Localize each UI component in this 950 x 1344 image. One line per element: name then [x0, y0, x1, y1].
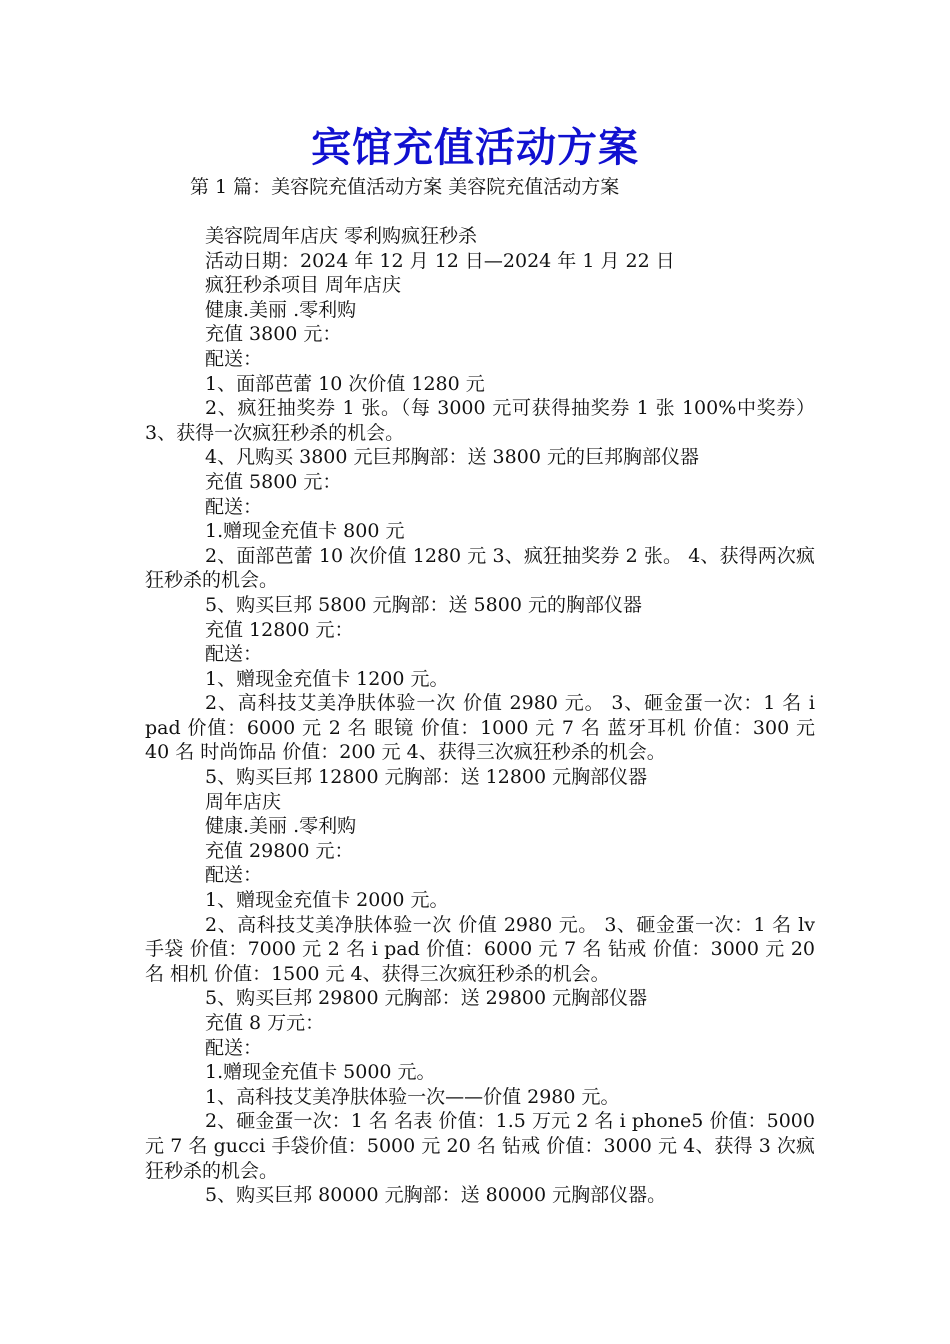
paragraph: 1.赠现金充值卡 5000 元。 [205, 1061, 436, 1084]
chapter-heading: 第 1 篇：美容院充值活动方案 美容院充值活动方案 [190, 176, 620, 198]
paragraph: 1、赠现金充值卡 1200 元。 [205, 667, 449, 690]
paragraph: 充值 8 万元： [205, 1012, 325, 1034]
paragraph: 2、高科技艾美净肤体验一次 价值 2980 元。 3、砸金蛋一次：1 名 lv 手袋 价值：7000 元 2 名 i pad 价值：6000 元 7 名 钻戒 价值：3000 元 20 名 相机 价值：1500 元 4、获得三次疯狂秒杀的机会。 [145, 913, 815, 985]
document-title: 宾馆充值活动方案 [311, 124, 639, 171]
paragraph: 健康.美丽 .零利购 [205, 815, 357, 838]
paragraph: 配送： [205, 864, 263, 887]
document-body [145, 224, 815, 1208]
paragraph: 疯狂秒杀项目 周年店庆 [205, 274, 402, 297]
paragraph: 配送： [205, 643, 263, 666]
paragraph: 1.赠现金充值卡 800 元 [205, 520, 405, 543]
paragraph: 配送： [205, 347, 263, 370]
paragraph: 充值 12800 元： [205, 618, 354, 641]
paragraph: 1、面部芭蕾 10 次价值 1280 元 [205, 372, 485, 395]
paragraph: 2、面部芭蕾 10 次价值 1280 元 3、疯狂抽奖券 2 张。 4、获得两次疯狂秒杀的机会。 [145, 544, 815, 592]
paragraph: 充值 29800 元： [205, 839, 354, 862]
paragraph: 充值 5800 元： [205, 470, 342, 493]
paragraph: 配送： [205, 495, 263, 518]
paragraph: 周年店庆 [205, 790, 282, 813]
paragraph: 2、疯狂抽奖券 1 张。（每 3000 元可获得抽奖券 1 张 100%中奖券） 3、获得一次疯狂秒杀的机会。 [145, 397, 815, 444]
paragraph: 5、购买巨邦 12800 元胸部：送 12800 元胸部仪器 [205, 766, 648, 789]
paragraph: 5、购买巨邦 5800 元胸部：送 5800 元的胸部仪器 [205, 593, 642, 616]
paragraph: 5、购买巨邦 29800 元胸部：送 29800 元胸部仪器 [205, 987, 648, 1010]
paragraph: 4、凡购买 3800 元巨邦胸部：送 3800 元的巨邦胸部仪器 [205, 446, 699, 469]
paragraph: 美容院周年店庆 零利购疯狂秒杀 [205, 225, 478, 247]
paragraph: 5、购买巨邦 80000 元胸部：送 80000 元胸部仪器。 [205, 1184, 667, 1207]
paragraph: 充值 3800 元： [205, 323, 342, 346]
paragraph: 健康.美丽 .零利购 [205, 298, 357, 321]
paragraph: 活动日期：2024 年 12 月 12 日—2024 年 1 月 22 日 [205, 249, 675, 272]
paragraph: 2、砸金蛋一次：1 名 名表 价值：1.5 万元 2 名 i phone5 价值：5000 元 7 名 gucci 手袋价值：5000 元 20 名 钻戒 价值：3000 元 4、获得 3 次疯狂秒杀的机会。 [145, 1110, 815, 1182]
paragraph: 配送： [205, 1036, 263, 1059]
paragraph: 1、赠现金充值卡 2000 元。 [205, 889, 449, 912]
paragraph: 1、高科技艾美净肤体验一次——价值 2980 元。 [205, 1085, 620, 1108]
paragraph: 2、高科技艾美净肤体验一次 价值 2980 元。 3、砸金蛋一次：1 名 i pad 价值：6000 元 2 名 眼镜 价值：1000 元 7 名 蓝牙耳机 价值：300 元 40 名 时尚饰品 价值：200 元 4、获得三次疯狂秒杀的机会。 [145, 692, 815, 764]
